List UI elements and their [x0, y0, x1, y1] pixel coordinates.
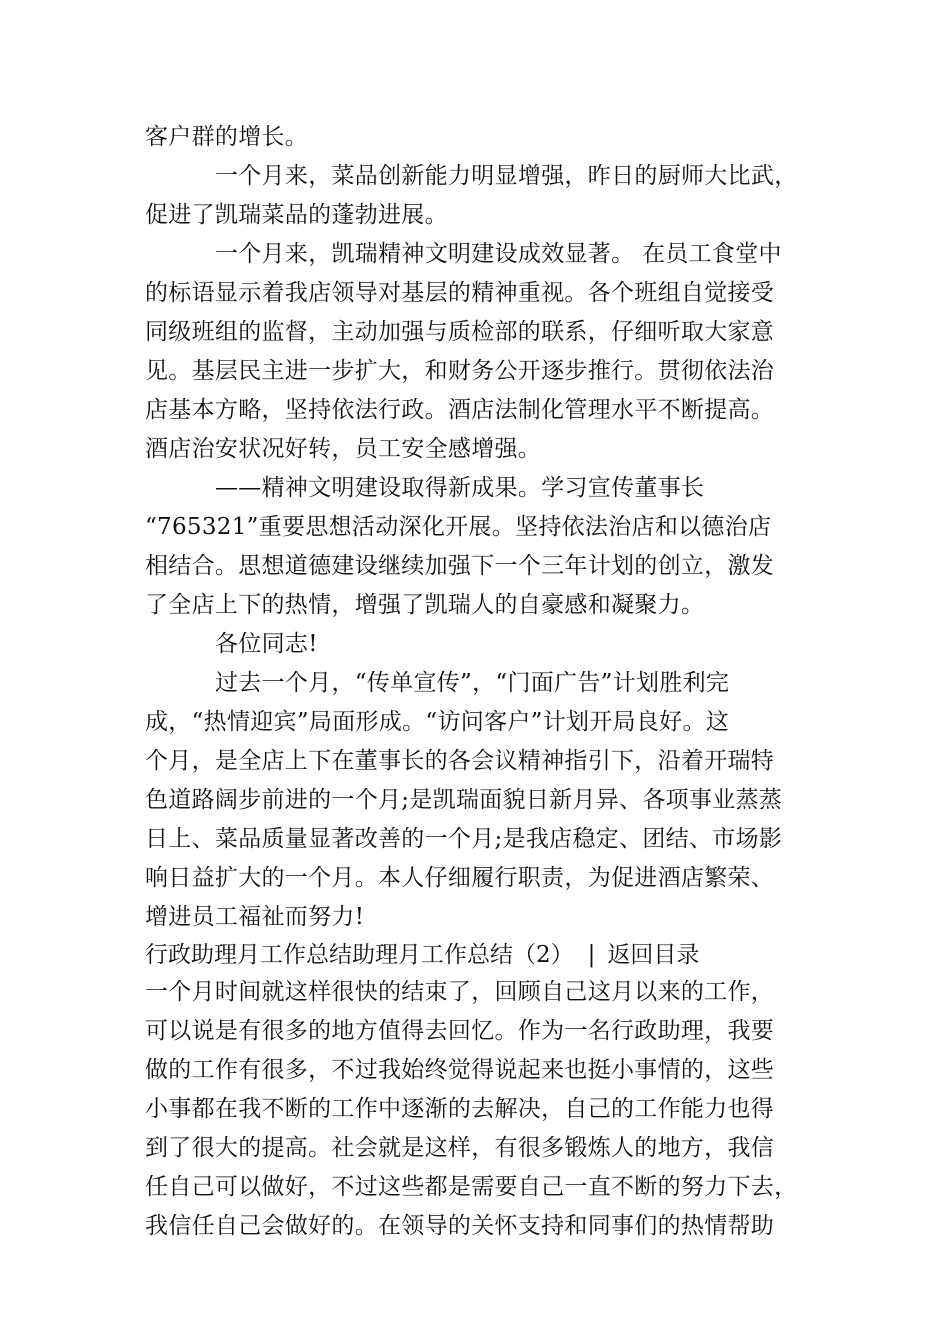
text-line: 到了很大的提高。社会就是这样，有很多锻炼人的地方，我信	[145, 1135, 775, 1161]
section-title: 行政助理月工作总结助理月工作总结（2）	[145, 942, 574, 968]
text-line: 的标语显示着我店领导对基层的精神重视。各个班组自觉接受	[145, 280, 775, 306]
text-line: 了全店上下的热情，增强了凯瑞人的自豪感和凝聚力。	[145, 592, 705, 618]
text-line: 过去一个月，“传单宣传”，“门面广告”计划胜利完	[215, 670, 730, 696]
paragraph-5	[145, 625, 810, 664]
text-line: 成，“热情迎宾”局面形成。“访问客户”计划开局良好。这	[145, 709, 730, 735]
section-heading	[145, 937, 810, 973]
text-line: 日上、菜品质量显著改善的一个月;是我店稳定、团结、市场影	[145, 826, 783, 852]
text-line: 增进员工福祉而努力!	[145, 904, 365, 930]
text-line: 一个月来，菜品创新能力明显增强，昨日的厨师大比武，	[215, 163, 798, 189]
text-line: 一个月时间就这样很快的结束了，回顾自己这月以来的工作，	[145, 979, 775, 1005]
text-line: 一个月来，凯瑞精神文明建设成效显著。 在员工食堂中	[215, 241, 782, 267]
paragraph-3	[145, 235, 810, 469]
text-line: 店基本方略，坚持依法行政。酒店法制化管理水平不断提高。	[145, 397, 775, 423]
text-line: 做的工作有很多，不过我始终觉得说起来也挺小事情的，这些	[145, 1057, 775, 1083]
text-line: “765321”重要思想活动深化开展。坚持依法治店和以德治店	[145, 514, 772, 540]
paragraph-1	[145, 118, 810, 157]
document-page	[145, 118, 810, 1246]
text-line: 酒店治安状况好转，员工安全感增强。	[145, 436, 542, 462]
text-line: 同级班组的监督，主动加强与质检部的联系，仔细听取大家意	[145, 319, 775, 345]
text-line: 促进了凯瑞菜品的蓬勃进展。	[145, 202, 448, 228]
paragraph-6	[145, 664, 810, 937]
text-line: 响日益扩大的一个月。本人仔细履行职责，为促进酒店繁荣、	[145, 865, 775, 891]
text-line: 个月，是全店上下在董事长的各会议精神指引下，沿着开瑞特	[145, 748, 775, 774]
text-line: 小事都在我不断的工作中逐渐的去解决，自己的工作能力也得	[145, 1096, 775, 1122]
paragraph-7	[145, 973, 810, 1246]
text-line: 色道路阔步前进的一个月;是凯瑞面貌日新月异、各项事业蒸蒸	[145, 787, 783, 813]
text-line: 可以说是有很多的地方值得去回忆。作为一名行政助理，我要	[145, 1018, 775, 1044]
paragraph-4	[145, 469, 810, 625]
text-line: 相结合。思想道德建设继续加强下一个三年计划的创立，激发	[145, 553, 775, 579]
text-line: 见。基层民主进一步扩大，和财务公开逐步推行。贯彻依法治	[145, 358, 775, 384]
text-line: 我信任自己会做好的。在领导的关怀支持和同事们的热情帮助	[145, 1213, 775, 1239]
heading-separator: |	[587, 942, 596, 968]
text-line: 任自己可以做好，不过这些都是需要自己一直不断的努力下去，	[145, 1174, 798, 1200]
text-line: 客户群的增长。	[145, 124, 309, 150]
text-line: 各位同志!	[215, 631, 318, 657]
text-line: ——精神文明建设取得新成果。学习宣传董事长	[215, 475, 705, 501]
paragraph-2	[145, 157, 810, 235]
back-to-toc-link[interactable]: 返回目录	[607, 942, 700, 968]
